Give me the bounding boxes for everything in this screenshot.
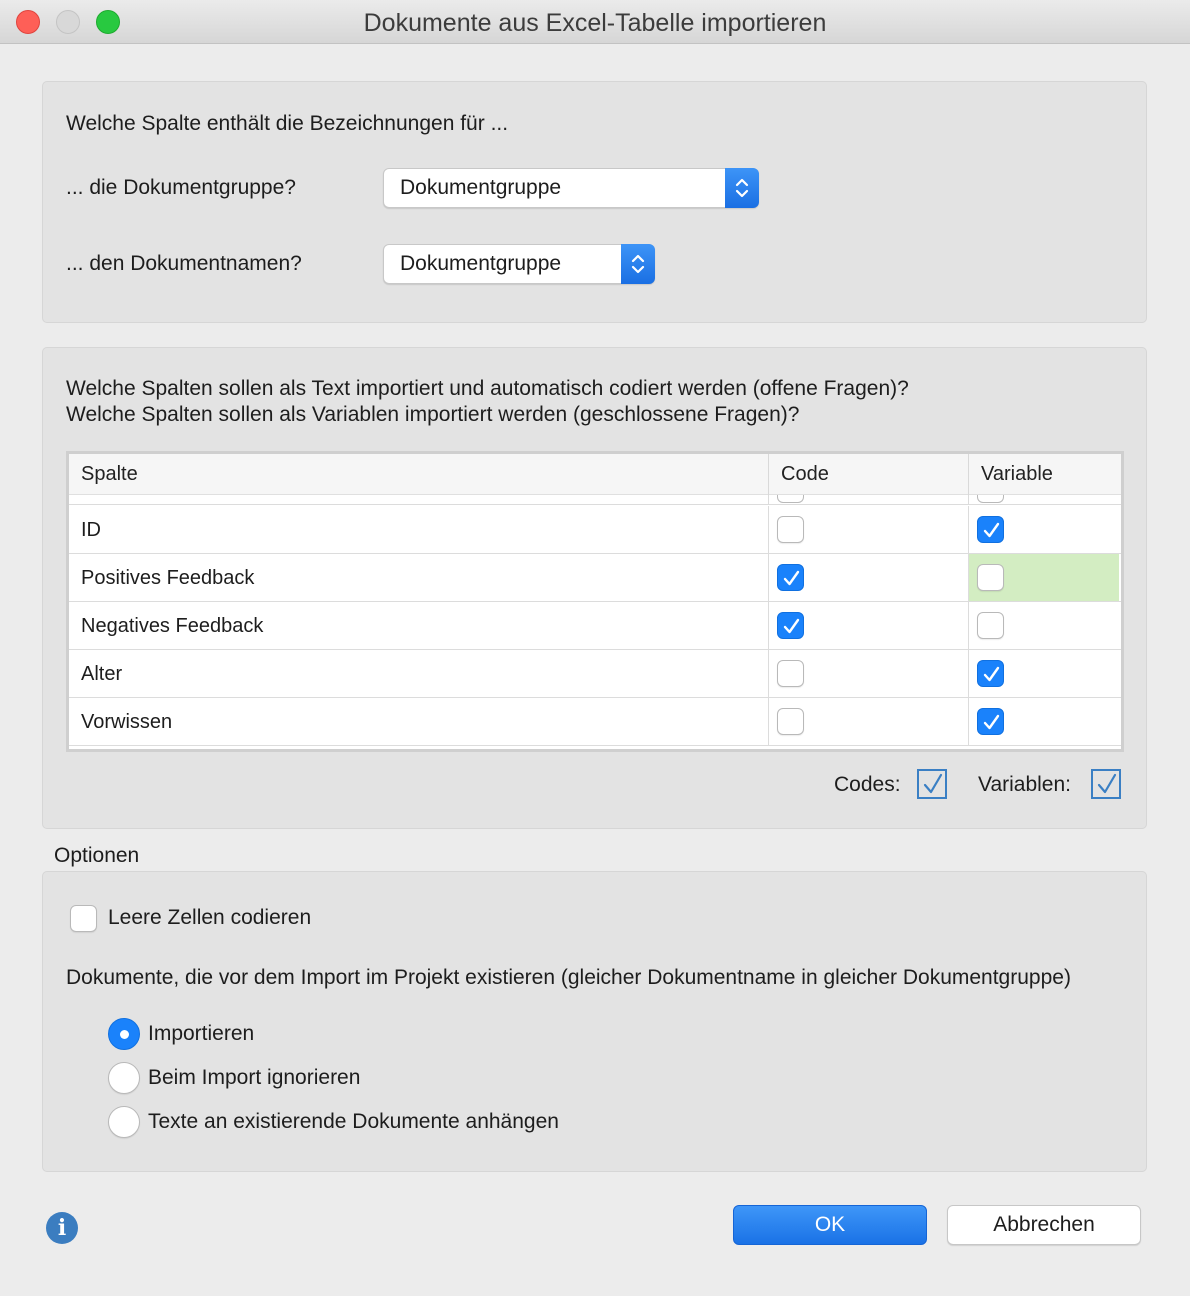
radio-anhaengen-label: Texte an existierende Dokumente anhängen <box>148 1110 559 1133</box>
radio-ignorieren-label: Beim Import ignorieren <box>148 1066 361 1089</box>
codes-all-checkbox[interactable] <box>917 769 947 799</box>
variables-all-checkbox[interactable] <box>1091 769 1121 799</box>
column-header-spalte[interactable]: Spalte <box>81 463 138 485</box>
radio-ignorieren[interactable] <box>108 1062 140 1094</box>
code-checkbox[interactable] <box>777 660 804 687</box>
select-stepper-icon <box>725 168 759 208</box>
table-row[interactable] <box>69 602 1121 650</box>
code-checkbox[interactable] <box>777 612 804 639</box>
table-header <box>69 454 1121 495</box>
table-row[interactable] <box>69 554 1121 602</box>
variable-checkbox[interactable] <box>977 612 1004 639</box>
document-group-select[interactable] <box>383 168 759 208</box>
document-name-select[interactable] <box>383 244 655 284</box>
variable-checkbox[interactable] <box>977 708 1004 735</box>
row-name: Positives Feedback <box>81 567 255 589</box>
radio-anhaengen[interactable] <box>108 1106 140 1138</box>
table-row[interactable] <box>69 650 1121 698</box>
empty-cells-checkbox[interactable] <box>70 905 97 932</box>
table-row[interactable] <box>69 506 1121 554</box>
radio-importieren[interactable] <box>108 1018 140 1050</box>
title-bar <box>0 0 1190 44</box>
code-checkbox[interactable] <box>777 708 804 735</box>
code-checkbox[interactable] <box>777 516 804 543</box>
window-title: Dokumente aus Excel-Tabelle importieren <box>363 9 827 37</box>
document-group-select-value: Dokumentgruppe <box>400 176 562 199</box>
table-row-partial <box>69 495 1121 505</box>
columns-table <box>66 451 1124 752</box>
variable-checkbox[interactable] <box>977 660 1004 687</box>
table-row[interactable] <box>69 698 1121 746</box>
select-stepper-icon <box>621 244 655 284</box>
variable-checkbox[interactable] <box>977 516 1004 543</box>
variables-question-text: Welche Spalten sollen als Variablen importiert werden (geschlossene Fragen)? <box>66 403 800 426</box>
variable-checkbox[interactable] <box>977 564 1004 591</box>
radio-importieren-label: Importieren <box>148 1022 255 1045</box>
existing-docs-text: Dokumente, die vor dem Import im Projekt existieren (gleicher Dokumentname in gleicher Dokumentgruppe) <box>66 966 1071 989</box>
empty-cells-label: Leere Zellen codieren <box>108 906 312 929</box>
row-name: Vorwissen <box>81 711 173 733</box>
variables-all-label: Variablen: <box>978 773 1072 796</box>
column-header-code[interactable]: Code <box>781 463 829 485</box>
row-name: Alter <box>81 663 123 685</box>
options-title: Optionen <box>54 844 140 867</box>
document-name-select-value: Dokumentgruppe <box>400 252 562 275</box>
ok-button[interactable]: OK <box>733 1205 927 1245</box>
existing-docs-text-clip <box>66 966 1124 990</box>
code-checkbox[interactable] <box>777 564 804 591</box>
document-name-label: ... den Dokumentnamen? <box>66 252 302 275</box>
row-name: Negatives Feedback <box>81 615 264 637</box>
columns-question-text: Welche Spalten sollen als Text importiert und automatisch codiert werden (offene Fragen)? <box>66 377 909 400</box>
codes-all-label: Codes: <box>834 773 901 796</box>
column-header-variable[interactable]: Variable <box>981 463 1053 485</box>
label-question: Welche Spalte enthält die Bezeichnungen für ... <box>66 112 509 135</box>
row-name: ID <box>81 519 101 541</box>
info-icon[interactable]: i <box>46 1212 78 1244</box>
cancel-button[interactable]: Abbrechen <box>947 1205 1141 1245</box>
document-group-label: ... die Dokumentgruppe? <box>66 176 296 199</box>
